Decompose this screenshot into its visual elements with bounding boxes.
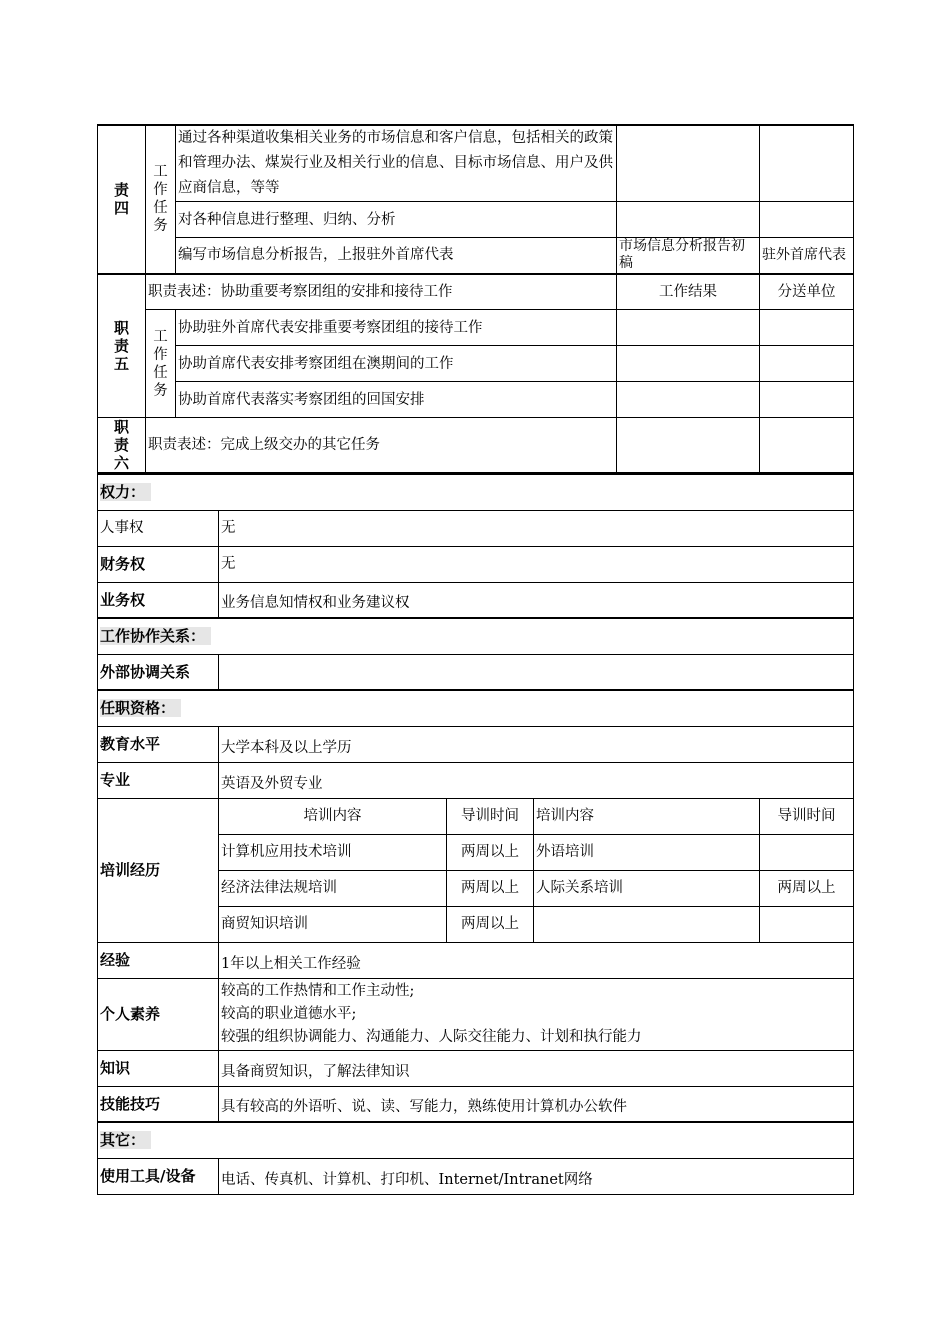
- training-label: 培训经历: [98, 798, 219, 942]
- training-header-content-2: 培训内容: [534, 798, 760, 834]
- duty4-task-1-dest: [760, 125, 854, 202]
- job-description-page: [97, 124, 853, 1195]
- skill-value: 具有较高的外语听、说、读、写能力，熟练使用计算机办公软件: [219, 1086, 854, 1122]
- duty4-task-label: 工 作 任 务: [146, 125, 176, 274]
- duty5-task-1-dest: [760, 310, 854, 346]
- duty5-task-3-result: [617, 382, 760, 418]
- power-personnel-value: 无: [219, 510, 854, 546]
- duty4-task-1-result: [617, 125, 760, 202]
- training-row3-time-1: 两周以上: [447, 906, 534, 942]
- power-heading: 权力：: [98, 474, 854, 510]
- training-header-time-2: 导训时间: [760, 798, 854, 834]
- power-finance-label: 财务权: [98, 546, 219, 582]
- duties-table: [97, 124, 854, 473]
- power-finance-value: 无: [219, 546, 854, 582]
- qualifications-table: [97, 473, 854, 1195]
- experience-label: 经验: [98, 942, 219, 978]
- power-business-label: 业务权: [98, 582, 219, 618]
- relation-heading: 工作协作关系：: [98, 618, 854, 654]
- duty6-result: [617, 418, 760, 473]
- training-row3-content-1: 商贸知识培训: [219, 906, 447, 942]
- power-business-value: 业务信息知情权和业务建议权: [219, 582, 854, 618]
- duty5-task-3-dest: [760, 382, 854, 418]
- duty5-result-header: 工作结果: [617, 274, 760, 310]
- quality-label: 个人素养: [98, 978, 219, 1050]
- duty5-task-2: 协助首席代表安排考察团组在澳期间的工作: [176, 346, 617, 382]
- duty5-task-1-result: [617, 310, 760, 346]
- education-label: 教育水平: [98, 726, 219, 762]
- training-header-time-1: 导训时间: [447, 798, 534, 834]
- duty6-dest: [760, 418, 854, 473]
- duty4-task-2-result: [617, 202, 760, 238]
- duty4-task-2: 对各种信息进行整理、归纳、分析: [176, 202, 617, 238]
- training-row2-time-1: 两周以上: [447, 870, 534, 906]
- duty5-description: 职责表述：协助重要考察团组的安排和接待工作: [146, 274, 617, 310]
- training-row1-time-2: [760, 834, 854, 870]
- relation-external-label: 外部协调关系: [98, 654, 219, 690]
- duty6-description: 职责表述：完成上级交办的其它任务: [146, 418, 617, 473]
- tools-label: 使用工具/设备: [98, 1158, 219, 1194]
- training-row2-content-2: 人际关系培训: [534, 870, 760, 906]
- duty5-task-2-result: [617, 346, 760, 382]
- duty6-label: 职 责 六: [98, 418, 146, 473]
- other-heading: 其它：: [98, 1122, 854, 1158]
- training-row3-content-2: [534, 906, 760, 942]
- education-value: 大学本科及以上学历: [219, 726, 854, 762]
- quality-line-2: 较高的职业道德水平;: [221, 1005, 357, 1022]
- skill-label: 技能技巧: [98, 1086, 219, 1122]
- training-row2-time-2: 两周以上: [760, 870, 854, 906]
- duty4-task-3-dest: 驻外首席代表: [760, 238, 854, 274]
- power-personnel-label: 人事权: [98, 510, 219, 546]
- knowledge-label: 知识: [98, 1050, 219, 1086]
- training-row1-content-1: 计算机应用技术培训: [219, 834, 447, 870]
- knowledge-value: 具备商贸知识，了解法律知识: [219, 1050, 854, 1086]
- quality-line-3: 较强的组织协调能力、沟通能力、人际交往能力、计划和执行能力: [221, 1028, 642, 1045]
- duty4-task-3-result: 市场信息分析报告初稿: [617, 238, 760, 274]
- duty5-label: 职 责 五: [98, 274, 146, 418]
- duty4-label: 责 四: [98, 125, 146, 274]
- training-row1-content-2: 外语培训: [534, 834, 760, 870]
- duty4-task-2-dest: [760, 202, 854, 238]
- relation-external-value: [219, 654, 854, 690]
- duty5-dest-header: 分送单位: [760, 274, 854, 310]
- duty4-task-3: 编写市场信息分析报告，上报驻外首席代表: [176, 238, 617, 274]
- qualify-heading: 任职资格：: [98, 690, 854, 726]
- duty4-task-1: 通过各种渠道收集相关业务的市场信息和客户信息，包括相关的政策和管理办法、煤炭行业及相关行业的信息、目标市场信息、用户及供应商信息，等等: [176, 125, 617, 202]
- major-label: 专业: [98, 762, 219, 798]
- quality-line-1: 较高的工作热情和工作主动性;: [221, 982, 415, 999]
- tools-value: 电话、传真机、计算机、打印机、Internet/Intranet网络: [219, 1158, 854, 1194]
- duty5-task-2-dest: [760, 346, 854, 382]
- quality-value: [219, 978, 854, 1050]
- duty5-task-label: 工 作 任 务: [146, 310, 176, 418]
- major-value: 英语及外贸专业: [219, 762, 854, 798]
- training-row2-content-1: 经济法律法规培训: [219, 870, 447, 906]
- training-header-content-1: 培训内容: [219, 798, 447, 834]
- experience-value: 1年以上相关工作经验: [219, 942, 854, 978]
- duty5-task-1: 协助驻外首席代表安排重要考察团组的接待工作: [176, 310, 617, 346]
- training-row1-time-1: 两周以上: [447, 834, 534, 870]
- training-row3-time-2: [760, 906, 854, 942]
- duty5-task-3: 协助首席代表落实考察团组的回国安排: [176, 382, 617, 418]
